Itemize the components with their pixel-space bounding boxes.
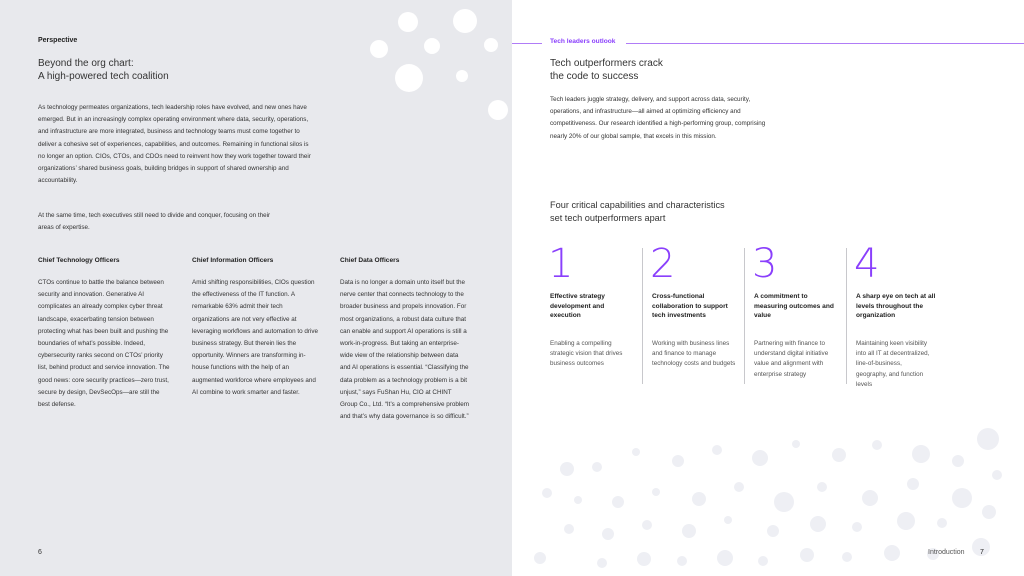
- capability-divider: [846, 248, 847, 384]
- cdo-text: Data is no longer a domain unto itself but the nerve center that connects technology to the broader business and propels innovation. For most organizations, a robust data culture that can enable and support AI operations is still a work-in-progress. But taking an enterprise-wide view of the relationship between data and AI operations is essential. “Classifying the data problem as a technology problem is a bit unjust,” says FuShan Hu, CIO at CHINT Group Co., Ltd. “It’s a comprehensive problem and that’s why data governance is so difficult.”: [340, 279, 470, 421]
- cio-text: Amid shifting responsibilities, CIOs question the effectiveness of the IT function. A remarkable 63% admit their tech organizations are not very effective at leveraging workflows and automation to drive business strategy. But therein lies the opportunity. Winners are transforming in-house functions with the help of an augmented workforce where employees and AI combine to work smarter and faster.: [192, 279, 319, 396]
- decorative-dot: [692, 492, 706, 506]
- capabilities-subtitle: [550, 199, 725, 224]
- page-kicker: Tech leaders outlook: [550, 38, 616, 45]
- decorative-dot: [952, 488, 972, 508]
- decorative-dot: [632, 448, 640, 456]
- intro-paragraph: As technology permeates organizations, tech leadership roles have evolved, and new ones have emerged. But in an increasingly complex operating environment where data, security, operations, and infrastructure are more integrated, business and technology teams must come together to deliver a cohesive set of experiences, capabilities, and outcomes. Remaining in functional silos is no longer an option. CIOs, CTOs, and CDOs need to reinvent how they work together toward their organizations’ shared business goals, building bridges in support of shared ownership and accountability.: [38, 104, 311, 185]
- decorative-dot: [937, 518, 947, 528]
- decorative-dot: [597, 558, 607, 568]
- page-kicker: Perspective: [38, 37, 78, 44]
- decorative-dot: [734, 482, 744, 492]
- kicker-rule-right: [626, 43, 1024, 44]
- decorative-dot: [682, 524, 696, 538]
- cto-heading: Chief Technology Officers: [38, 257, 120, 264]
- decorative-dot: [395, 64, 423, 92]
- decorative-dot: [456, 70, 468, 82]
- title-line-1: Tech outperformers crack: [550, 58, 663, 69]
- footer-section: Introduction: [928, 549, 965, 556]
- right-page: [512, 0, 1024, 576]
- decorative-dot: [534, 552, 546, 564]
- decorative-dot: [424, 38, 440, 54]
- page-title: [550, 57, 663, 83]
- decorative-dot: [574, 496, 582, 504]
- decorative-dot: [992, 470, 1002, 480]
- decorative-dot: [602, 528, 614, 540]
- decorative-dot: [832, 448, 846, 462]
- capability-heading-3: A commitment to measuring outcomes and value: [754, 293, 834, 319]
- capability-heading-1: Effective strategy development and execution: [550, 293, 605, 319]
- decorative-dot: [907, 478, 919, 490]
- page-title: [38, 57, 169, 83]
- decorative-dot: [672, 455, 684, 467]
- title-line-2: A high-powered tech coalition: [38, 71, 169, 82]
- title-line-2: the code to success: [550, 71, 639, 82]
- decorative-dot: [612, 496, 624, 508]
- subtitle-line-2: set tech outperformers apart: [550, 212, 666, 223]
- decorative-dot: [862, 490, 878, 506]
- decorative-dot: [977, 428, 999, 450]
- decorative-dot: [852, 522, 862, 532]
- cdo-heading: Chief Data Officers: [340, 257, 400, 264]
- kicker-rule-left: [512, 43, 542, 44]
- decorative-dot: [774, 492, 794, 512]
- intro-paragraph: Tech leaders juggle strategy, delivery, and support across data, security, operations, and infrastructure—all aimed at optimizing efficiency and competitiveness. Our research identified a high-performing group, comprising nearly 20% of our global sample, that excels in this mission.: [550, 96, 766, 140]
- decorative-dot: [488, 100, 508, 120]
- subtitle-line-1: Four critical capabilities and characteristics: [550, 200, 725, 210]
- capability-number-4: 4: [854, 241, 880, 287]
- decorative-dot: [560, 462, 574, 476]
- decorative-dot: [884, 545, 900, 561]
- capability-text-2: Working with business lines and finance to manage technology costs and budgets: [652, 340, 736, 368]
- decorative-dot: [724, 516, 732, 524]
- decorative-dot: [982, 505, 996, 519]
- decorative-dot: [370, 40, 388, 58]
- decorative-dot: [842, 552, 852, 562]
- decorative-dot: [800, 548, 814, 562]
- page-number: 6: [38, 549, 42, 556]
- capability-divider: [744, 248, 745, 384]
- decorative-dot: [897, 512, 915, 530]
- capability-heading-4: A sharp eye on tech at all levels throughout the organization: [856, 293, 936, 319]
- cto-text: CTOs continue to battle the balance between security and innovation. Generative AI complicates an already complex cyber threat landscape, exacerbating tension between protecting what has been built and pushing the boundaries of what’s possible. Indeed, cybersecurity ranks second on CTOs’ priority list, behind product and service innovation. The good news: core security practices—zero trust, secure by design, DevSecOps—are still the best defense.: [38, 279, 170, 409]
- decorative-dot: [453, 9, 477, 33]
- decorative-dot: [717, 550, 733, 566]
- decorative-dot: [677, 556, 687, 566]
- title-line-1: Beyond the org chart:: [38, 58, 134, 69]
- decorative-dot: [652, 488, 660, 496]
- decorative-dot: [872, 440, 882, 450]
- capability-heading-2: Cross-functional collaboration to support tech investments: [652, 293, 728, 319]
- decorative-dot: [642, 520, 652, 530]
- capability-number-3: 3: [752, 241, 778, 287]
- capability-text-3: Partnering with finance to understand digital initiative value and alignment with enterprise strategy: [754, 340, 829, 378]
- decorative-dot: [752, 450, 768, 466]
- decorative-dot: [542, 488, 552, 498]
- decorative-dot: [398, 12, 418, 32]
- decorative-dot: [912, 445, 930, 463]
- decorative-dot: [810, 516, 826, 532]
- capability-text-1: Enabling a compelling strategic vision that drives business outcomes: [550, 340, 623, 368]
- decorative-dot: [564, 524, 574, 534]
- decorative-dot: [758, 556, 768, 566]
- capability-divider: [642, 248, 643, 384]
- decorative-dot: [484, 38, 498, 52]
- decorative-dot: [952, 455, 964, 467]
- page-number: 7: [980, 549, 984, 556]
- decorative-dot: [817, 482, 827, 492]
- capability-number-2: 2: [650, 241, 676, 287]
- capability-text-4: Maintaining keen visibility into all IT at decentralized, line-of-business, geography, and function levels: [856, 340, 930, 388]
- decorative-dot: [792, 440, 800, 448]
- capability-number-1: 1: [548, 241, 574, 287]
- cio-heading: Chief Information Officers: [192, 257, 274, 264]
- decorative-dot: [712, 445, 722, 455]
- decorative-dot: [637, 552, 651, 566]
- decorative-dot: [767, 525, 779, 537]
- decorative-dot: [592, 462, 602, 472]
- second-paragraph: At the same time, tech executives still need to divide and conquer, focusing on their areas of expertise.: [38, 212, 271, 232]
